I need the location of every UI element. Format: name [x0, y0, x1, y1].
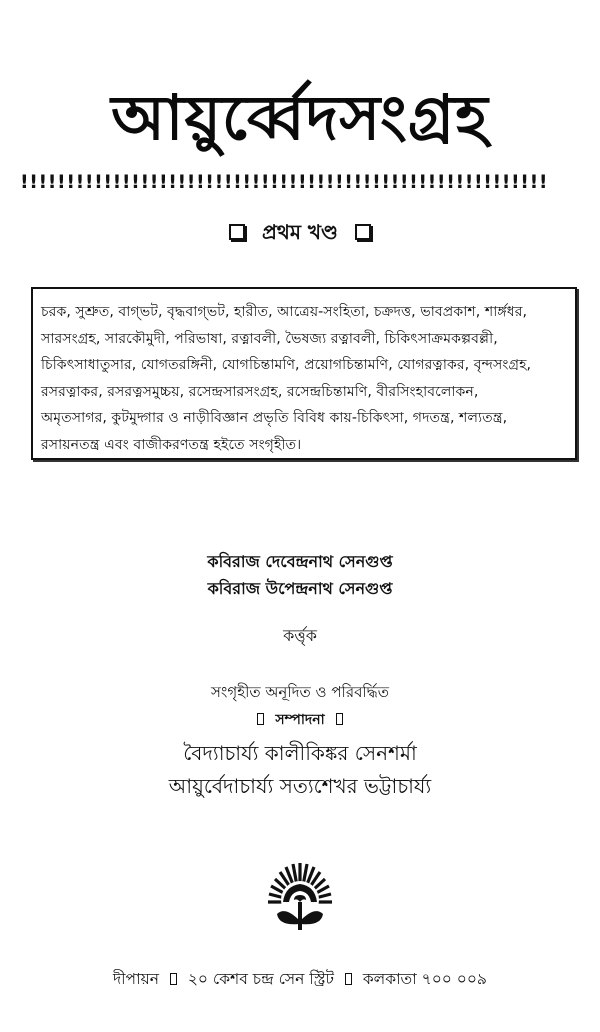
sources-line: চরক, সুশ্রুত, বাগ্ভট, বৃদ্ধবাগ্ভট, হারীত, আত্রেয়-সংহিতা, চক্রদত্ত, ভাবপ্রকাশ, শার্ঙ্গধর, [41, 304, 528, 320]
sources-line: অমৃতসাগর, কুটমুদ্গার ও নাড়ীবিজ্ঞান প্রভৃতি বিবিধ কায়-চিকিৎসা, গদতন্ত্র, শল্যতন্ত্র, [41, 410, 508, 426]
editor-name: বৈদ্যাচার্য্য কালীকিঙ্কর সেনশর্মা [183, 741, 417, 765]
square-bullet-icon [229, 224, 245, 240]
publisher-name: দীপায়ন [112, 970, 159, 988]
editing-heading [0, 710, 600, 730]
editing-label: সম্পাদনা [275, 712, 325, 728]
sources-line: চিকিৎসাধাতুসার, যোগতরঙ্গিনী, যোগচিন্তামণি, প্রয়োগচিন্তামণি, যোগরত্নাকর, বৃন্দসংগ্রহ, [41, 357, 532, 373]
sources-line: সারসংগ্রহ, সারকৌমুদী, পরিভাষা, রত্নাবলী, ভৈষজ্য রত্নাবলী, চিকিৎসাক্রমকল্পবল্লী, [41, 330, 498, 347]
author-name: কবিরাজ দেবেন্দ্রনাথ সেনগুপ্ত [207, 552, 393, 571]
volume-label: প্রথম খণ্ড [261, 220, 339, 244]
square-bullet-icon [336, 713, 343, 725]
compiled-line: সংগৃহীত অনূদিত ও পরিবর্দ্ধিত [211, 683, 389, 701]
author-name: কবিরাজ উপেন্দ্রনাথ সেনগুপ্ত [207, 579, 393, 598]
by-line: কর্ত্তৃক [283, 626, 317, 645]
book-title: আয়ুর্ব্বেদসংগ্রহ [111, 81, 489, 154]
square-bullet-icon [345, 973, 352, 985]
editors [0, 737, 600, 803]
sunflower-emblem-icon [263, 862, 337, 932]
publisher-city: কলকাতা ৭০০ ০০৯ [362, 970, 487, 988]
publisher-address: ২০ কেশব চন্দ্র সেন স্ট্রিট [187, 970, 334, 988]
imprint-line [0, 968, 600, 990]
decorative-rule: !!!!!!!!!!!!!!!!!!!!!!!!!!!!!!!!!!!!!!!!!!!!!!!!!!!!!!!!! [20, 171, 549, 193]
authors [0, 548, 600, 602]
sources-line: রসরত্নাকর, রসরত্নসমুচ্চয়, রসেন্দ্রসারসংগ্রহ, রসেন্দ্রচিন্তামণি, বীরসিংহাবলোকন, [41, 383, 479, 400]
sources-line: রসায়নতন্ত্র এবং বাজীকরণতন্ত্র হইতে সংগৃহীত। [41, 436, 302, 453]
sources-box [31, 287, 577, 460]
square-bullet-icon [355, 224, 371, 240]
volume-heading [0, 218, 600, 246]
square-bullet-icon [257, 713, 264, 725]
square-bullet-icon [170, 973, 177, 985]
editor-name: আয়ুর্বেদাচার্য্য সত্যশেখর ভট্টাচার্য্য [168, 774, 432, 798]
